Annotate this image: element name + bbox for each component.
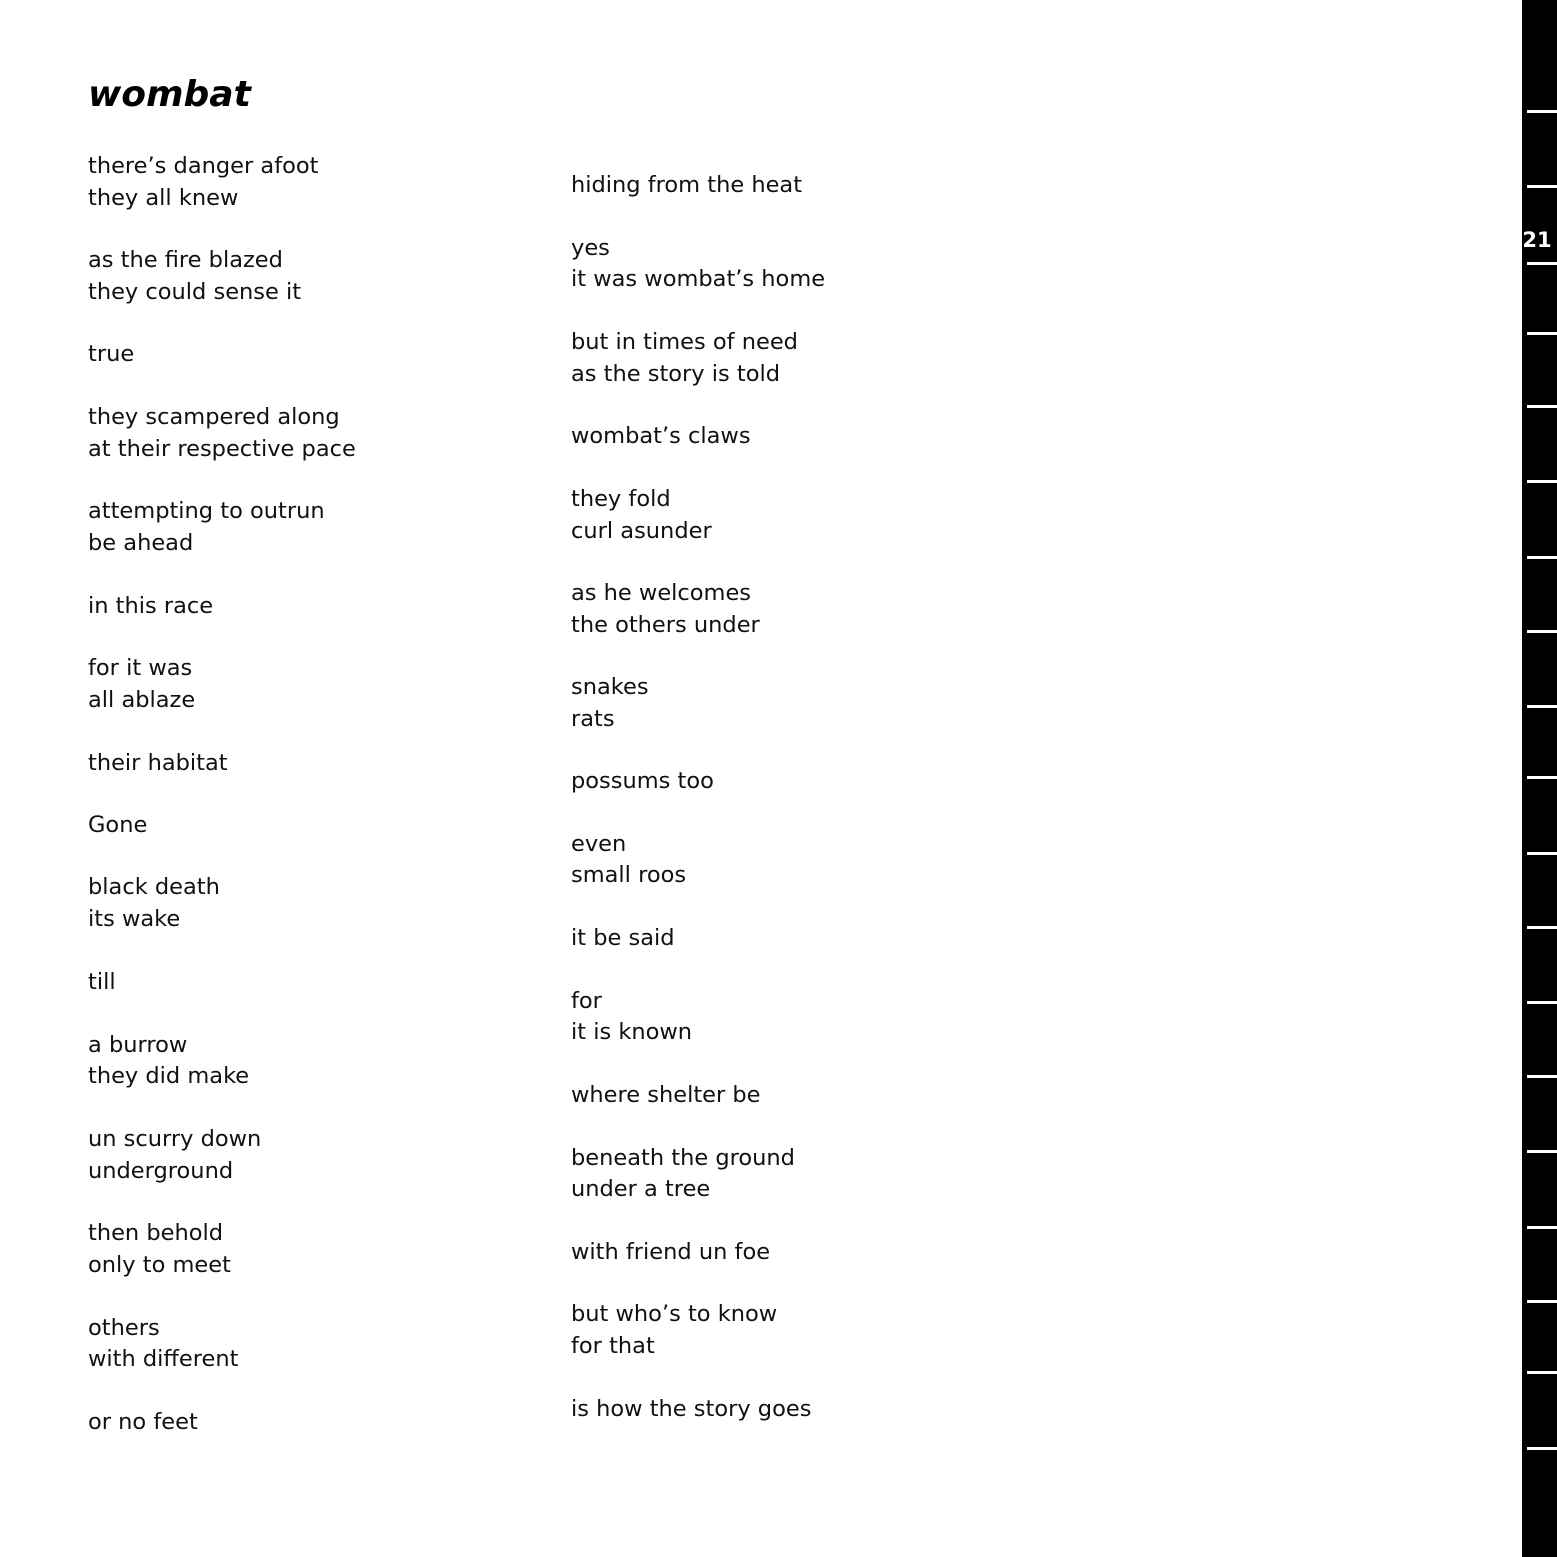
- poem-line: it be said: [571, 925, 675, 951]
- poem-line: but who’s to know: [571, 1301, 778, 1327]
- tab-separator: [1527, 1226, 1557, 1229]
- poem-line: Gone: [88, 812, 148, 838]
- poem-line: wombat’s claws: [571, 423, 751, 449]
- tab-separator: [1527, 1150, 1557, 1153]
- poem-line: their habitat: [88, 750, 228, 776]
- poem-line: true: [88, 341, 135, 367]
- chapter-tab-strip: [1522, 0, 1557, 1557]
- poem-line: small roos: [571, 862, 687, 888]
- poem-line: for: [571, 988, 602, 1014]
- poem-line: or no feet: [88, 1409, 198, 1435]
- poem-line: all ablaze: [88, 687, 196, 713]
- poem-line: they fold: [571, 486, 671, 512]
- poem-line: curl asunder: [571, 518, 712, 544]
- tab-separator: [1527, 630, 1557, 633]
- poem-line: they did make: [88, 1063, 250, 1089]
- poem-line: then behold: [88, 1220, 224, 1246]
- poem-line: for it was: [88, 655, 193, 681]
- tab-separator: [1527, 1001, 1557, 1004]
- poem-line: they all knew: [88, 185, 239, 211]
- tab-separator: [1527, 705, 1557, 708]
- poem-line: un scurry down: [88, 1126, 262, 1152]
- poem-line: as the fire blazed: [88, 247, 283, 273]
- poem-line: in this race: [88, 593, 214, 619]
- poem-line: attempting to outrun: [88, 498, 325, 524]
- poem-line: a burrow: [88, 1032, 188, 1058]
- poem-line: for that: [571, 1333, 655, 1359]
- tab-separator: [1527, 852, 1557, 855]
- poem-line: till: [88, 969, 116, 995]
- poem-line: even: [571, 831, 627, 857]
- poem-line: is how the story goes: [571, 1396, 812, 1422]
- poem-line: as the story is told: [571, 361, 781, 387]
- poem-line: possums too: [571, 768, 714, 794]
- poem-line: black death: [88, 874, 220, 900]
- tab-separator: [1527, 1075, 1557, 1078]
- poem-line: where shelter be: [571, 1082, 761, 1108]
- poem-line: others: [88, 1315, 160, 1341]
- poem-line: they scampered along: [88, 404, 340, 430]
- tab-separator: [1527, 262, 1557, 265]
- poem-line: it was wombat’s home: [571, 266, 826, 292]
- poem-line: they could sense it: [88, 279, 302, 305]
- tab-separator: [1527, 480, 1557, 483]
- poem-title: wombat: [88, 74, 251, 115]
- poem-line: but in times of need: [571, 329, 798, 355]
- poem-line: its wake: [88, 906, 181, 932]
- tab-separator: [1527, 405, 1557, 408]
- poem-line: beneath the ground: [571, 1145, 795, 1171]
- tab-separator: [1527, 556, 1557, 559]
- poem-line: at their respective pace: [88, 436, 356, 462]
- poem-line: as he welcomes: [571, 580, 752, 606]
- tab-separator: [1527, 1300, 1557, 1303]
- poem-line: under a tree: [571, 1176, 711, 1202]
- poem-line: there’s danger afoot: [88, 153, 319, 179]
- poem-line: rats: [571, 706, 615, 732]
- tab-separator: [1527, 926, 1557, 929]
- tab-separator: [1527, 776, 1557, 779]
- poem-line: yes: [571, 235, 610, 261]
- poem-line: with friend un foe: [571, 1239, 771, 1265]
- poem-line: underground: [88, 1158, 234, 1184]
- page-number: 21: [1522, 228, 1552, 252]
- poem-line: with different: [88, 1346, 239, 1372]
- tab-separator: [1527, 110, 1557, 113]
- poem-line: it is known: [571, 1019, 693, 1045]
- poem-line: snakes: [571, 674, 649, 700]
- poem-line: the others under: [571, 612, 760, 638]
- tab-separator: [1527, 1447, 1557, 1450]
- poem-line: be ahead: [88, 530, 194, 556]
- tab-separator: [1527, 1371, 1557, 1374]
- tab-separator: [1527, 185, 1557, 188]
- tab-separator: [1527, 332, 1557, 335]
- poem-line: only to meet: [88, 1252, 231, 1278]
- poem-line: hiding from the heat: [571, 172, 803, 198]
